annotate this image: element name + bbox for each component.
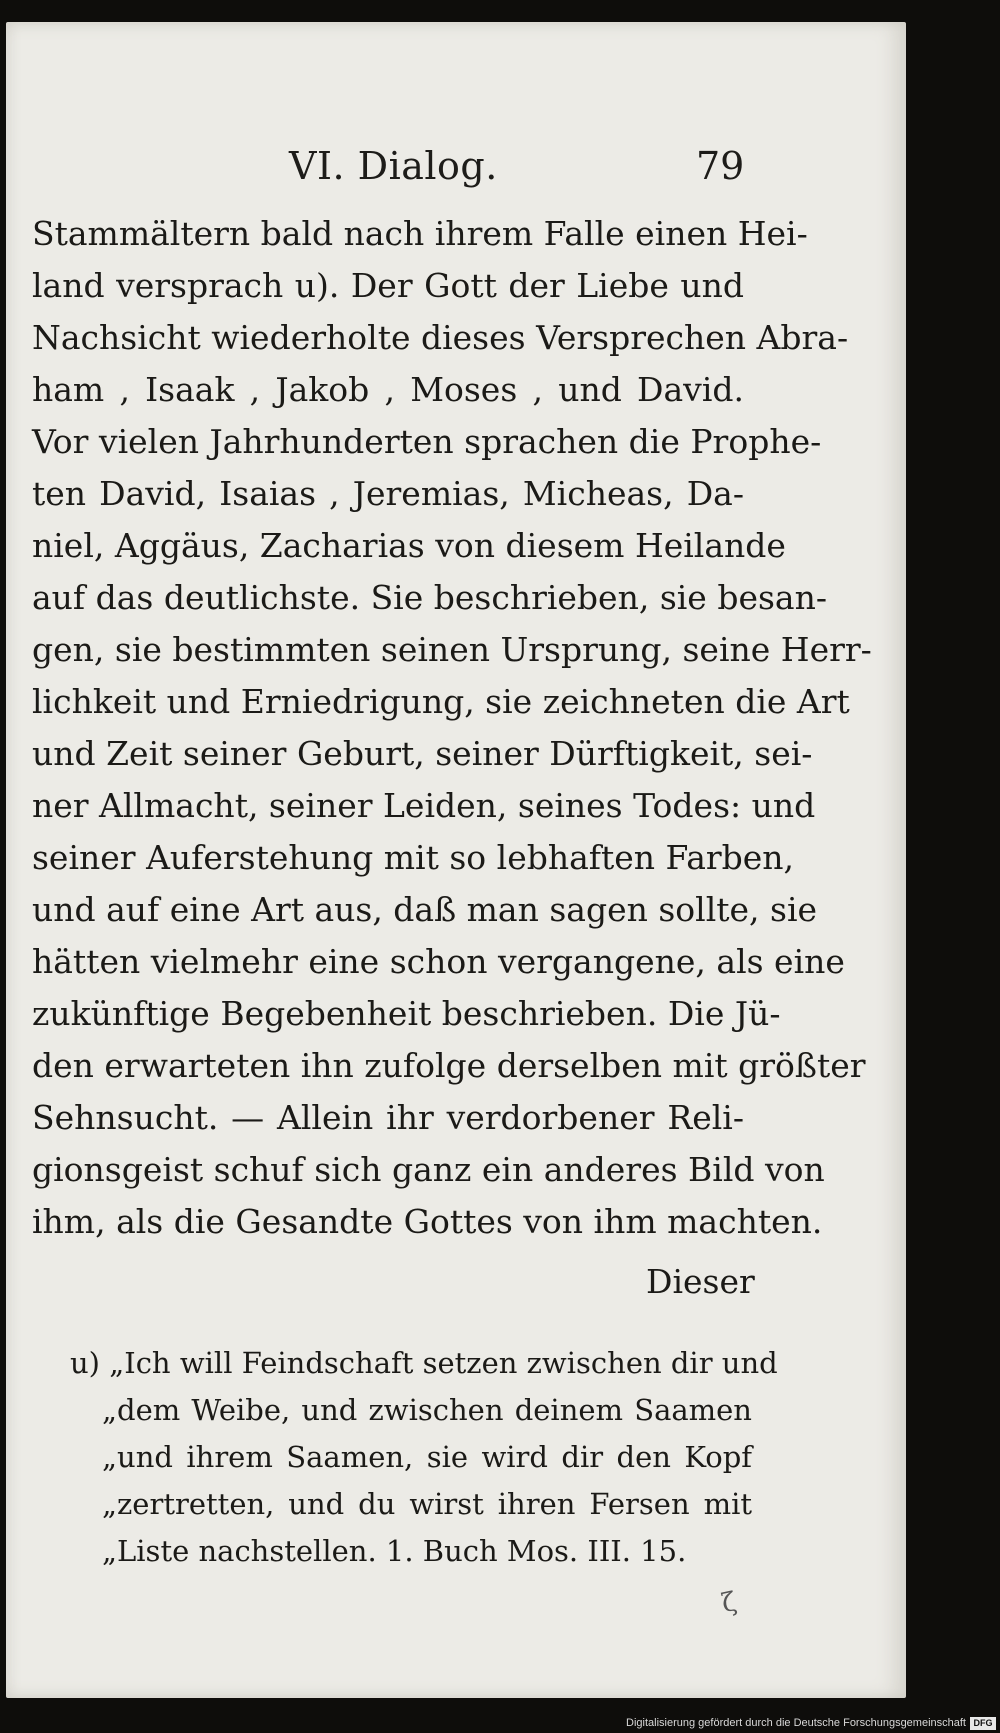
dfg-logo: DFG: [970, 1717, 996, 1730]
text-line: zukünftige Begebenheit beschrieben. Die Jü-: [32, 994, 781, 1033]
text-line: auf das deutlichste. Sie beschrieben, sie besan-: [32, 578, 827, 617]
footnote-line: „zertretten, und du wirst ihren Fersen mit: [102, 1487, 752, 1521]
text-line: ihm, als die Gesandte Gottes von ihm machten.: [32, 1202, 823, 1241]
footnote-line: „und ihrem Saamen, sie wird dir den Kopf: [102, 1440, 752, 1474]
book-page: [6, 22, 906, 1698]
text-line: gionsgeist schuf sich ganz ein anderes Bild von: [32, 1150, 825, 1189]
text-line: und auf eine Art aus, daß man sagen sollte, sie: [32, 890, 818, 929]
footnote-line: „Liste nachstellen. 1. Buch Mos. III. 15.: [102, 1534, 687, 1568]
footnote: [70, 1340, 778, 1575]
text-line: hätten vielmehr eine schon vergangene, als eine: [32, 942, 845, 981]
text-line: ham , Isaak , Jakob , Moses , und David.: [32, 370, 744, 409]
text-line: niel, Aggäus, Zacharias von diesem Heilande: [32, 526, 786, 565]
text-line: Vor vielen Jahrhunderten sprachen die Prophe-: [32, 422, 822, 461]
text-line: seiner Auferstehung mit so lebhaften Farben,: [32, 838, 795, 877]
catchword: Dieser: [646, 1262, 755, 1301]
footnote-line: „dem Weibe, und zwischen deinem Saamen: [102, 1393, 752, 1427]
body-text: [32, 208, 872, 1248]
text-line: ten David, Isaias , Jeremias, Micheas, Da-: [32, 474, 744, 513]
text-line: gen, sie bestimmten seinen Ursprung, seine Herr-: [32, 630, 872, 669]
text-line: Nachsicht wiederholte dieses Versprechen Abra-: [32, 318, 849, 357]
footnote-line: u) „Ich will Feindschaft setzen zwischen dir und: [70, 1346, 778, 1380]
text-line: den erwarteten ihn zufolge derselben mit größter: [32, 1046, 866, 1085]
text-line: Stammältern bald nach ihrem Falle einen Hei-: [32, 214, 808, 253]
text-line: ner Allmacht, seiner Leiden, seines Todes: und: [32, 786, 816, 825]
text-line: lichkeit und Erniedrigung, sie zeichneten die Art: [32, 682, 850, 721]
pencil-mark: ζ: [719, 1586, 740, 1620]
page-header: [6, 144, 906, 194]
text-line: Sehnsucht. — Allein ihr verdorbener Reli-: [32, 1098, 744, 1137]
page-number: 79: [696, 144, 745, 188]
text-line: und Zeit seiner Geburt, seiner Dürftigkeit, sei-: [32, 734, 813, 773]
running-title: VI. Dialog.: [289, 144, 498, 188]
text-line: land versprach u). Der Gott der Liebe und: [32, 266, 744, 305]
digitization-credit: Digitalisierung gefördert durch die Deutsche Forschungsgemeinschaft: [626, 1717, 966, 1729]
